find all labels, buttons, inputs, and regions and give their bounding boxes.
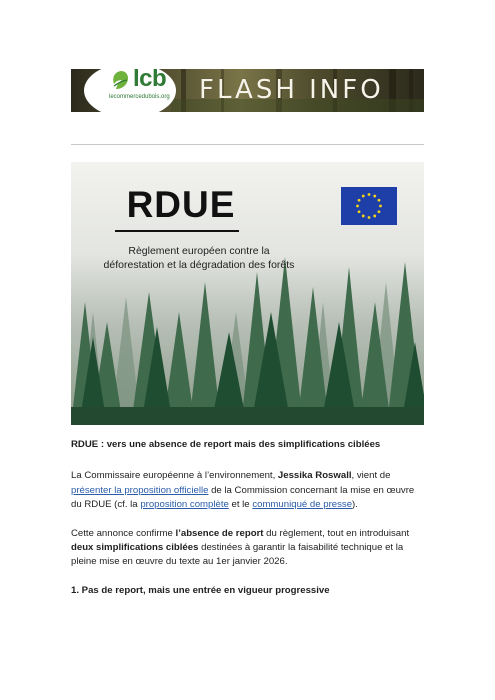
press-release-link[interactable]: communiqué de presse xyxy=(252,499,353,511)
flash-info-banner xyxy=(71,69,424,112)
logo-wordmark: lcb xyxy=(133,69,167,92)
hero-subtitle-line1: Règlement européen contre la xyxy=(128,245,270,257)
section-heading-1: 1. Pas de report, mais une entrée en vigueur progressive xyxy=(71,584,330,596)
paragraph-intro xyxy=(71,469,426,512)
hero-title: RDUE xyxy=(126,184,236,225)
commissioner-name: Jessika Roswall xyxy=(277,470,352,482)
banner-title: FLASH INFO xyxy=(199,75,384,105)
article-body xyxy=(71,438,426,598)
divider xyxy=(71,144,424,145)
paragraph-announcement xyxy=(71,527,426,570)
simplifications-emphasis: deux simplifications ciblées xyxy=(71,542,199,554)
logo-url: lecommercedubois.org xyxy=(109,94,170,100)
hero-subtitle xyxy=(99,244,299,272)
full-proposal-link[interactable]: proposition complète xyxy=(140,499,229,511)
p1-text-4: et le xyxy=(228,499,253,511)
leaf-logo-icon xyxy=(110,69,132,91)
hero-subtitle-line2: déforestation et la dégradation des forêts xyxy=(103,259,295,271)
eu-flag-icon xyxy=(341,187,397,225)
no-delay-emphasis: l’absence de report xyxy=(175,527,264,539)
official-proposal-link[interactable]: présenter la proposition officielle xyxy=(71,484,209,496)
hero-title-underline xyxy=(115,230,239,232)
p1-text-1: La Commissaire européenne à l’environnement, xyxy=(71,470,278,482)
p2-text-1: Cette annonce confirme xyxy=(71,527,176,539)
article-headline: RDUE : vers une absence de report mais des simplifications ciblées xyxy=(71,439,381,450)
p1-text-5: ). xyxy=(352,499,358,511)
p2-text-3: destinées à garantir la faisabilité technique et la pleine mise en œuvre du texte au 1er janvier 2026. xyxy=(71,542,404,568)
p1-text-3: de la Commission concernant la mise en œuvre du RDUE (cf. la xyxy=(71,484,415,511)
lcb-logo[interactable] xyxy=(84,69,176,112)
p2-text-2: du règlement, tout en introduisant xyxy=(263,527,410,539)
rdue-hero-image xyxy=(71,162,424,425)
p1-text-2: , vient de xyxy=(351,470,391,482)
